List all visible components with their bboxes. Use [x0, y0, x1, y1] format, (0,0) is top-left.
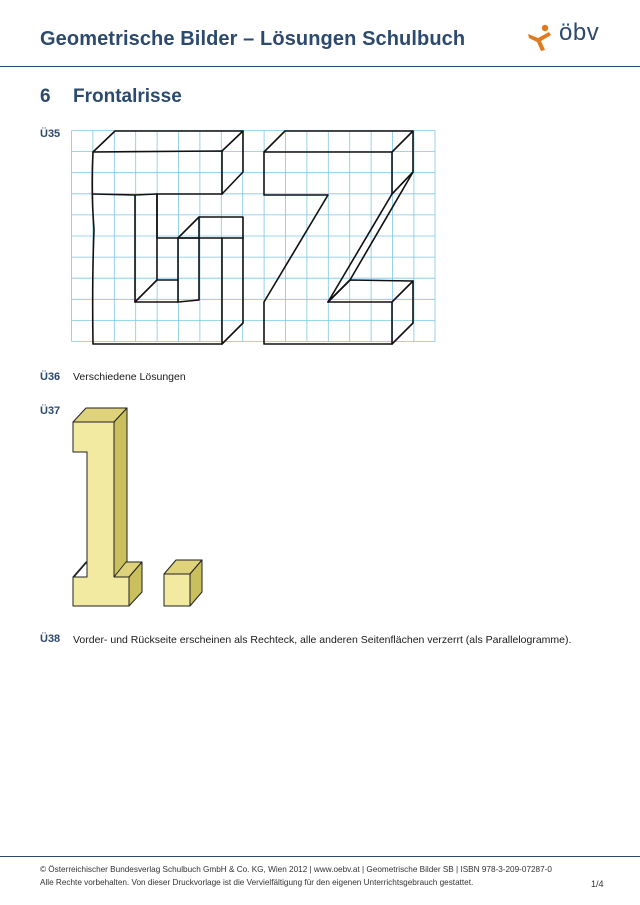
grid	[72, 131, 436, 342]
footer-copyright: © Österreichischer Bundesverlag Schulbuch GmbH & Co. KG, Wien 2012 | www.oebv.at | Geometrische Bilder SB | ISBN 978-3-209-07287-0	[40, 865, 552, 874]
document-title: Geometrische Bilder – Lösungen Schulbuch	[40, 28, 466, 50]
section-title: Frontalrisse	[73, 86, 182, 107]
page-header	[0, 0, 640, 67]
gz-letters-figure	[71, 130, 437, 348]
exercise-text-36: Verschiedene Lösungen	[73, 371, 186, 383]
exercise-label-38: Ü38	[40, 633, 61, 645]
page-number: 1/4	[591, 879, 604, 889]
page-footer	[0, 856, 640, 905]
publisher-logo	[525, 19, 615, 53]
digit-one-dot-figure	[70, 405, 210, 610]
exercise-label-36: Ü36	[40, 371, 61, 383]
exercise-label-35: Ü35	[40, 128, 61, 140]
dot-front	[164, 574, 190, 606]
section-number: 6	[40, 86, 51, 107]
footer-rights: Alle Rechte vorbehalten. Von dieser Druckvorlage ist die Vervielfältigung für den eigenen Unterrichtsgebrauch gestattet.	[40, 878, 474, 887]
digit-one-side-face	[114, 408, 127, 577]
section-heading	[40, 86, 182, 108]
obv-figure-logo-icon	[525, 23, 555, 53]
letter-g	[92, 131, 243, 344]
exercise-text-38: Vorder- und Rückseite erscheinen als Rechteck, alle anderen Seitenflächen verzerrt (als Parallelogramme).	[73, 634, 572, 646]
digit-one-left-foot-top	[73, 562, 87, 577]
letter-z	[264, 131, 413, 344]
logo-text: öbv	[559, 19, 600, 46]
exercise-label-37: Ü37	[40, 405, 61, 417]
